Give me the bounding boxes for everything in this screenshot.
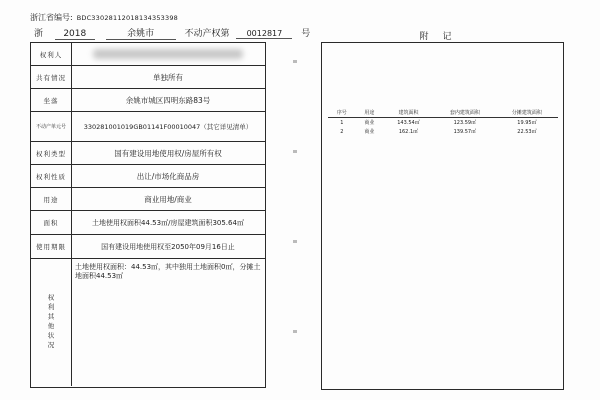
row-value: 330281001019GB01141F00010047（其它详见清单） (83, 122, 253, 131)
row-label: 共有情况 (31, 66, 72, 88)
row-value: 土地使用权面积44.53㎡/房屋建筑面积305.64㎡ (92, 218, 244, 227)
row-label: 面积 (31, 211, 72, 234)
cell: 商业 (364, 129, 375, 135)
table-row (31, 89, 265, 112)
row-value (71, 43, 265, 65)
cell: 123.59㎡ (453, 120, 477, 126)
redacted-owner (93, 49, 243, 59)
cell: 143.54㎡ (397, 120, 420, 126)
remarks-panel (321, 32, 564, 390)
remarks-title: 附记 (419, 32, 466, 42)
table-row (31, 165, 265, 188)
province-code-label: 浙江省编号: (30, 13, 73, 22)
number-suffix: 号 (301, 29, 311, 39)
row-value: 国有建设用地使用权至2050年09月16日止 (101, 242, 235, 251)
binding-mark (293, 240, 297, 243)
row-label: 用途 (31, 188, 72, 210)
cell: 22.53㎡ (517, 129, 537, 135)
certificate-number-line (34, 26, 310, 40)
binding-mark (293, 60, 297, 63)
row-value: 余姚市城区四明东路83号 (125, 95, 211, 105)
table-row (31, 211, 265, 235)
year: 2018 (55, 29, 95, 40)
binding-mark (293, 330, 297, 333)
cell: 19.95㎡ (517, 120, 537, 126)
table-row (31, 188, 265, 211)
unit-list-table (328, 108, 558, 136)
row-label (31, 259, 72, 386)
table-header-row (328, 108, 558, 118)
row-label: 权利类型 (31, 142, 72, 164)
other-status-text: 土地使用权面积：44.53㎡，其中独用土地面积0㎡，分摊土地面积44.53㎡ (75, 263, 261, 280)
certificate-code-line (30, 12, 178, 23)
row-label: 不动产单元号 (31, 112, 72, 141)
cell: 1 (340, 119, 344, 126)
table-row (328, 127, 558, 136)
table-row (31, 259, 265, 386)
cell: 139.57㎡ (453, 129, 477, 135)
column-header: 分摊建筑面积 (511, 110, 542, 116)
row-label: 权利性质 (31, 165, 72, 187)
row-value: 商业用地/商业 (144, 194, 192, 204)
column-header: 套内建筑面积 (449, 110, 480, 116)
city: 余姚市 (106, 26, 176, 40)
row-label: 使用期限 (31, 235, 72, 258)
table-row (328, 118, 558, 128)
table-row (31, 43, 265, 66)
table-row (31, 235, 265, 259)
cell: 2 (340, 128, 344, 135)
table-row (31, 66, 265, 89)
column-header: 建筑面积 (398, 110, 419, 116)
certificate-code: BDC33028112018134353398 (76, 14, 179, 22)
column-header: 用途 (364, 110, 375, 116)
row-label: 权利人 (31, 43, 72, 65)
column-header: 序号 (336, 110, 347, 116)
table-row (31, 112, 265, 142)
binding-mark (293, 150, 297, 153)
row-value: 出让/市场化商品房 (136, 171, 200, 181)
cell: 商业 (364, 120, 375, 126)
rights-table (30, 42, 266, 388)
row-value: 单独所有 (153, 72, 183, 82)
table-row (31, 142, 265, 165)
row-label: 坐落 (31, 89, 72, 111)
province-abbr: 浙 (34, 29, 44, 39)
serial-number: 0012817 (236, 29, 292, 39)
row-value: 国有建设用地使用权/房屋所有权 (114, 148, 222, 158)
other-status-label: 权利其他状况 (46, 294, 55, 351)
cell: 162.1㎡ (398, 129, 419, 135)
right-type: 不动产权第 (184, 29, 230, 39)
